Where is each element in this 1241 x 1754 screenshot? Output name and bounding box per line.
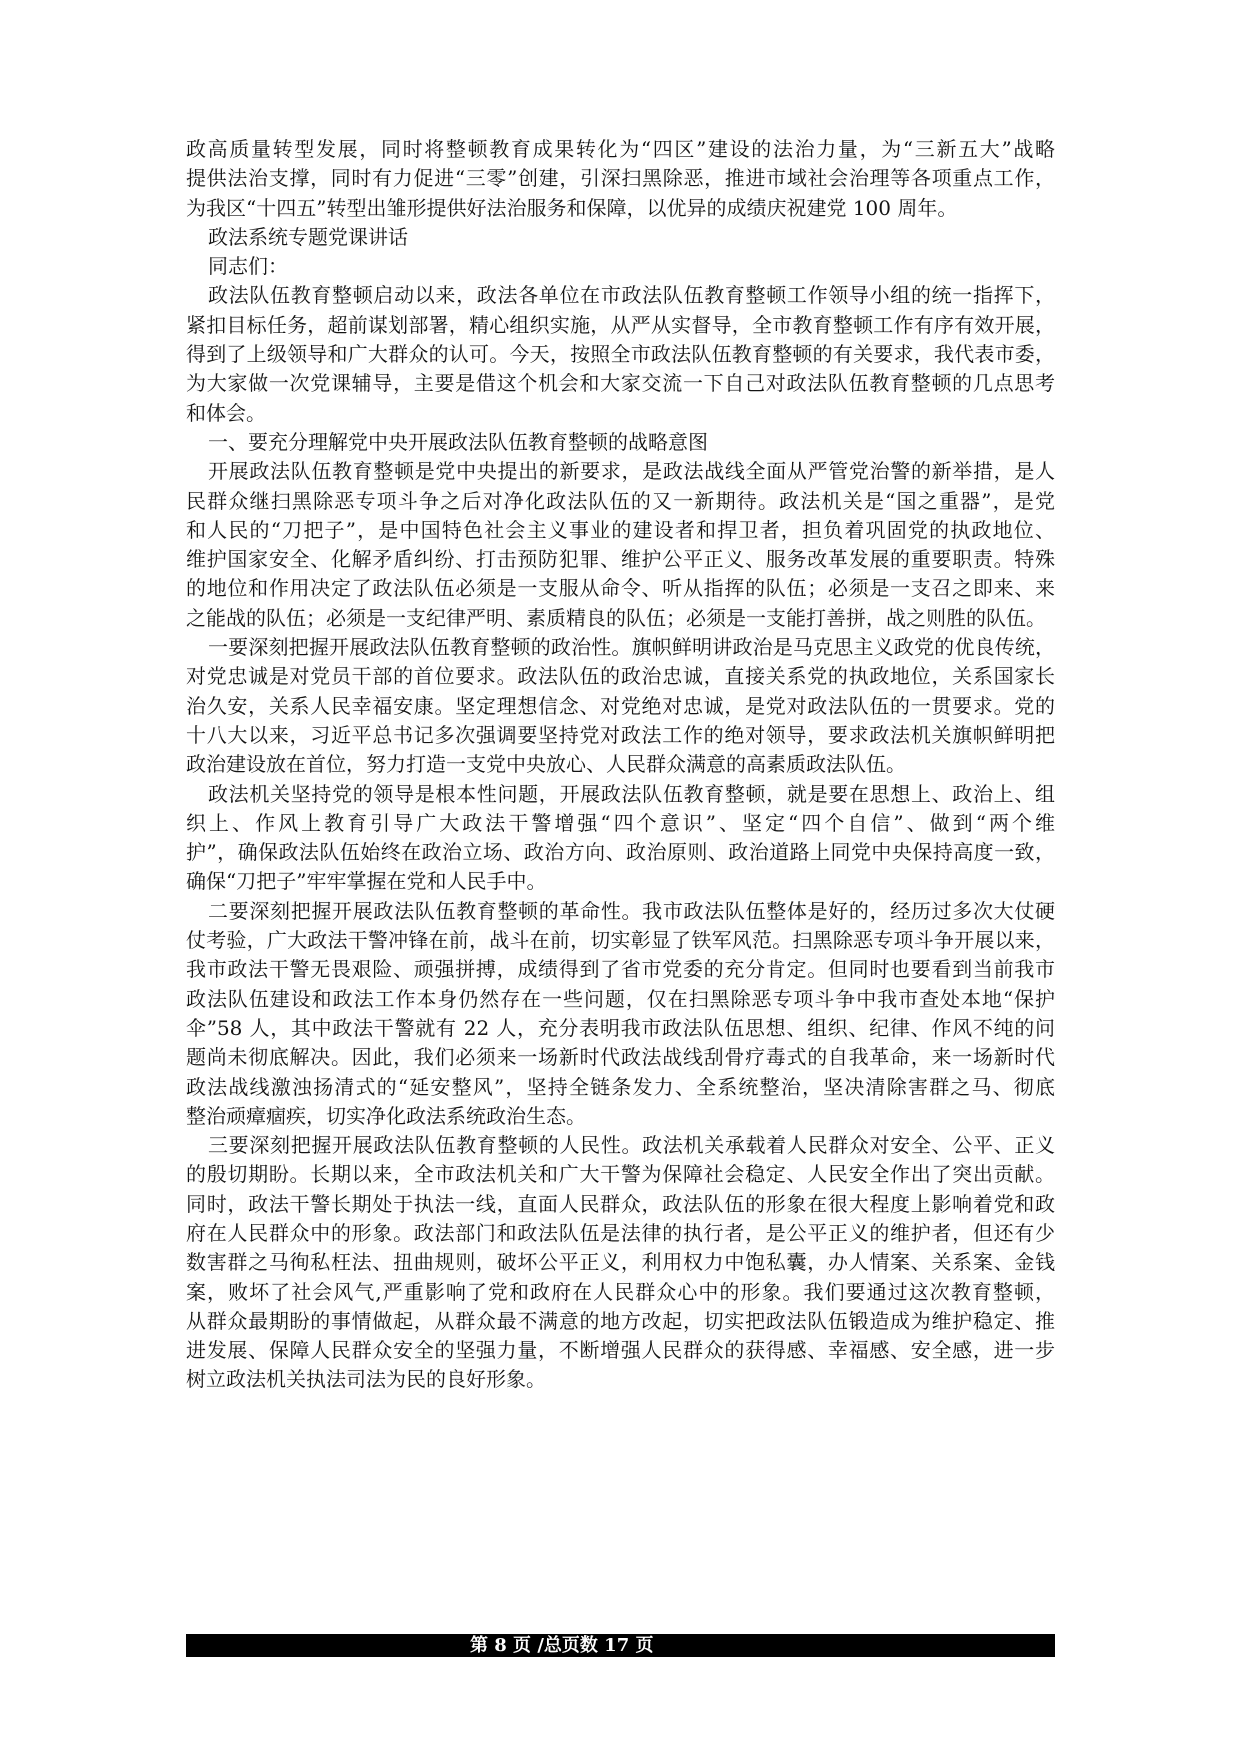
- section-heading: [186, 428, 1055, 457]
- text-line: 十八大以来，习近平总书记多次强调要坚持党对政法工作的绝对领导，要求政法机关旗帜鲜明把: [186, 722, 1055, 747]
- text-line: 二要深刻把握开展政法队伍教育整顿的革命性。我市政法队伍整体是好的，经历过多次大仗硬: [208, 898, 1055, 923]
- paragraph-continuation: [186, 135, 1055, 223]
- paragraph-strategy: [186, 457, 1055, 633]
- text-line: 治久安，关系人民幸福安康。坚定理想信念、对党绝对忠诚，是党对政法队伍的一贯要求。党的: [186, 693, 1055, 718]
- text-line: 政法系统专题党课讲话: [208, 224, 408, 249]
- text-line: 提供法治支撑，同时有力促进“三零”创建，引深扫黑除恶，推进市域社会治理等各项重点工作，: [186, 166, 1055, 191]
- paragraph-revolutionary: [186, 897, 1055, 1131]
- text-line: 和体会。: [186, 400, 266, 425]
- text-line: 确保“刀把子”牢牢掌握在党和人民手中。: [186, 869, 547, 894]
- text-line: 从群众最期盼的事情做起，从群众最不满意的地方改起，切实把政法队伍锻造成为维护稳定、推: [186, 1308, 1055, 1333]
- text-line: 一要深刻把握开展政法队伍教育整顿的政治性。旗帜鲜明讲政治是马克思主义政党的优良传统，: [208, 635, 1055, 660]
- text-line: 府在人民群众中的形象。政法部门和政法队伍是法律的执行者，是公平正义的维护者，但还有少: [186, 1220, 1055, 1245]
- paragraph-political: [186, 633, 1055, 779]
- text-line: 同时，政法干警长期处于执法一线，直面人民群众，政法队伍的形象在很大程度上影响着党和政: [186, 1191, 1055, 1216]
- text-line: 政法战线激浊扬清式的“延安整风”，坚持全链条发力、全系统整治，坚决清除害群之马、彻底: [186, 1074, 1055, 1099]
- text-line: 政高质量转型发展，同时将整顿教育成果转化为“四区”建设的法治力量，为“三新五大”战略: [186, 137, 1055, 161]
- text-line: 得到了上级领导和广大群众的认可。今天，按照全市政法队伍教育整顿的有关要求，我代表市委，: [186, 342, 1055, 367]
- text-line: 一、要充分理解党中央开展政法队伍教育整顿的战略意图: [208, 429, 708, 454]
- page-number-label: 第 8 页 /总页数 17 页: [470, 1635, 654, 1656]
- text-line: 伞”58 人，其中政法干警就有 22 人，充分表明我市政法队伍思想、组织、纪律、作风不纯的问: [186, 1015, 1055, 1040]
- text-line: 数害群之马徇私枉法、扭曲规则，破坏公平正义，利用权力中饱私囊，办人情案、关系案、金钱: [186, 1250, 1055, 1275]
- text-line: 护”，确保政法队伍始终在政治立场、政治方向、政治原则、政治道路上同党中央保持高度一致，: [186, 840, 1055, 865]
- text-line: 开展政法队伍教育整顿是党中央提出的新要求，是政法战线全面从严管党治警的新举措，是人: [208, 459, 1055, 484]
- text-line: 整治顽瘴痼疾，切实净化政法系统政治生态。: [186, 1103, 586, 1128]
- speech-title: [186, 223, 1055, 252]
- text-line: 进发展、保障人民群众安全的坚强力量，不断增强人民群众的获得感、幸福感、安全感，进一步: [186, 1338, 1055, 1363]
- text-line: 政法队伍建设和政法工作本身仍然存在一些问题，仅在扫黑除恶专项斗争中我市查处本地“保护: [186, 986, 1055, 1011]
- text-line: 题尚未彻底解决。因此，我们必须来一场新时代政法战线刮骨疗毒式的自我革命，来一场新时代: [186, 1045, 1055, 1070]
- text-line: 我市政法干警无畏艰险、顽强拼搏，成绩得到了省市党委的充分肯定。但同时也要看到当前我市: [186, 957, 1055, 982]
- text-line: 对党忠诚是对党员干部的首位要求。政法队伍的政治忠诚，直接关系党的执政地位，关系国家长: [186, 664, 1055, 689]
- text-line: 民群众继扫黑除恶专项斗争之后对净化政法队伍的又一新期待。政法机关是“国之重器”，是党: [186, 488, 1055, 513]
- text-line: 政治建设放在首位，努力打造一支党中央放心、人民群众满意的高素质政法队伍。: [186, 752, 906, 777]
- text-line: 和人民的“刀把子”，是中国特色社会主义事业的建设者和捍卫者，担负着巩固党的执政地位、: [186, 517, 1055, 542]
- text-line: 的地位和作用决定了政法队伍必须是一支服从命令、听从指挥的队伍；必须是一支召之即来、来: [186, 576, 1055, 601]
- text-line: 三要深刻把握开展政法队伍教育整顿的人民性。政法机关承载着人民群众对安全、公平、正义: [208, 1133, 1055, 1158]
- text-line: 树立政法机关执法司法为民的良好形象。: [186, 1367, 546, 1392]
- text-line: 同志们：: [208, 254, 288, 279]
- paragraph-people: [186, 1131, 1055, 1395]
- text-line: 织上、作风上教育引导广大政法干警增强“四个意识”、坚定“四个自信”、做到“两个维: [186, 810, 1055, 835]
- salutation: [186, 252, 1055, 281]
- text-line: 紧扣目标任务，超前谋划部署，精心组织实施，从严从实督导，全市教育整顿工作有序有效开展，: [186, 312, 1055, 337]
- text-line: 的殷切期盼。长期以来，全市政法机关和广大干警为保障社会稳定、人民安全作出了突出贡献。: [186, 1162, 1055, 1187]
- text-line: 仗考验，广大政法干警冲锋在前，战斗在前，切实彰显了铁军风范。扫黑除恶专项斗争开展以来，: [186, 928, 1055, 953]
- document-body: [186, 135, 1055, 1395]
- paragraph-leadership: [186, 780, 1055, 897]
- text-line: 案，败坏了社会风气,严重影响了党和政府在人民群众心中的形象。我们要通过这次教育整顿，: [186, 1279, 1055, 1304]
- text-line: 政法机关坚持党的领导是根本性问题，开展政法队伍教育整顿，就是要在思想上、政治上、组: [208, 781, 1055, 806]
- text-line: 为大家做一次党课辅导，主要是借这个机会和大家交流一下自己对政法队伍教育整顿的几点思考: [186, 371, 1055, 396]
- page-footer-bar: [186, 1634, 1055, 1657]
- paragraph-intro: [186, 281, 1055, 427]
- text-line: 政法队伍教育整顿启动以来，政法各单位在市政法队伍教育整顿工作领导小组的统一指挥下，: [208, 283, 1055, 308]
- text-line: 维护国家安全、化解矛盾纠纷、打击预防犯罪、维护公平正义、服务改革发展的重要职责。特殊: [186, 547, 1055, 572]
- text-line: 之能战的队伍；必须是一支纪律严明、素质精良的队伍；必须是一支能打善拼，战之则胜的队伍。: [186, 605, 1046, 630]
- text-line: 为我区“十四五”转型出雏形提供好法治服务和保障，以优异的成绩庆祝建党 100 周年。: [186, 195, 958, 220]
